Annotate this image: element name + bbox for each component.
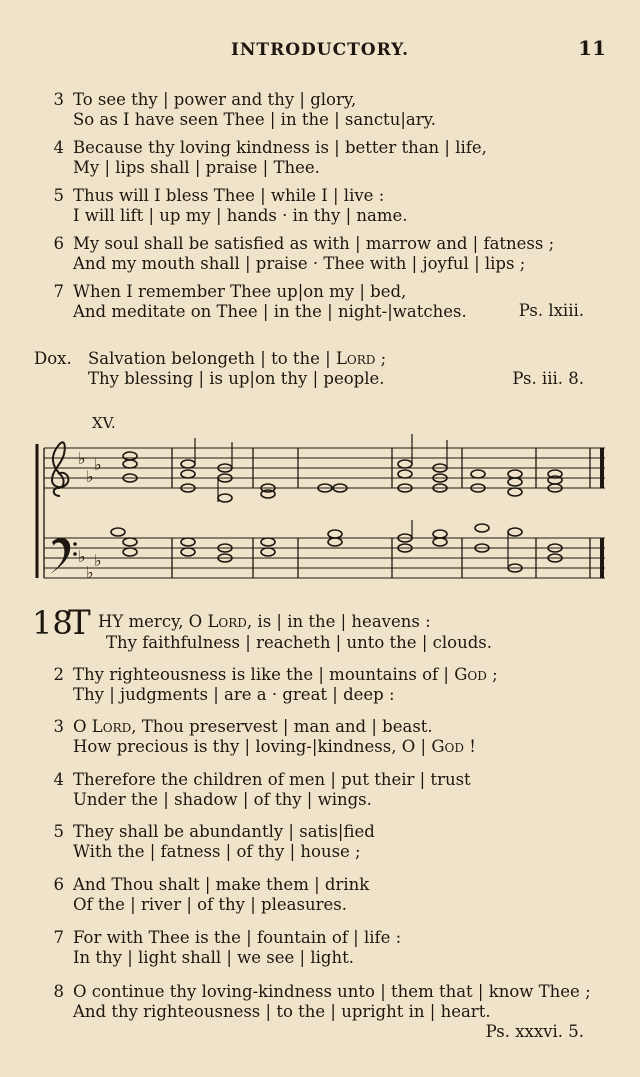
key-signature bbox=[78, 449, 102, 582]
svg-text:♭: ♭ bbox=[94, 551, 102, 570]
verse-line: And meditate on Thee | in the | night-|watches. bbox=[73, 301, 467, 321]
verse-number: 6 bbox=[53, 875, 64, 894]
scripture-reference: Ps. lxiii. bbox=[518, 301, 584, 320]
verse-text: O bbox=[73, 717, 92, 736]
doxology-line bbox=[88, 349, 386, 368]
verse-line: Because thy loving kindness is | better than | life, bbox=[73, 138, 487, 157]
verse-line: They shall be abundantly | satis|fied bbox=[73, 822, 375, 841]
verse-line: With the | fatness | of thy | house ; bbox=[73, 841, 361, 861]
scripture-reference: Ps. iii. 8. bbox=[512, 369, 584, 388]
svg-text:♭: ♭ bbox=[78, 449, 86, 468]
verse-line bbox=[73, 737, 476, 757]
verse-line: My | lips shall | praise | Thee. bbox=[73, 157, 320, 177]
verse-text: , is | in the | heavens : bbox=[246, 612, 431, 631]
drop-initial: T bbox=[68, 603, 91, 643]
verse-number: 7 bbox=[53, 928, 64, 947]
verse-line: I will lift | up my | hands · in thy | name. bbox=[73, 205, 408, 225]
svg-text:♭: ♭ bbox=[86, 563, 94, 582]
verse-line: Under the | shadow | of thy | wings. bbox=[73, 789, 372, 809]
god-small-caps: God bbox=[431, 736, 464, 756]
verse-line: Thy faithfulness | reacheth | unto the | clouds. bbox=[106, 633, 492, 652]
verse-line: When I remember Thee up|on my | bed, bbox=[73, 282, 407, 301]
verse-line: For with Thee is the | fountain of | life : bbox=[73, 928, 402, 947]
verse-text: Thy righteousness is like the | mountains of | bbox=[73, 665, 455, 684]
bass-clef bbox=[50, 538, 77, 574]
verse-line: My soul shall be satisfied as with | marrow and | fatness ; bbox=[73, 234, 555, 253]
scripture-reference: Ps. xxxvi. 5. bbox=[485, 1022, 584, 1041]
verse-line: Thy | judgments | are a · great | deep : bbox=[73, 684, 395, 704]
verse-line: Thus will I bless Thee | while I | live : bbox=[73, 186, 385, 205]
lord-small-caps: Lord bbox=[207, 612, 247, 631]
doxology-line: Thy blessing | is up|on thy | people. bbox=[88, 369, 385, 388]
chant-number: 18 bbox=[32, 604, 73, 642]
verse-line: So as I have seen Thee | in the | sanctu|ary. bbox=[73, 109, 436, 129]
tune-number: XV. bbox=[92, 414, 116, 432]
bass-staff bbox=[44, 538, 605, 578]
lord-small-caps: Lord bbox=[91, 717, 132, 736]
verse-text: , Thou preservest | man and | beast. bbox=[131, 717, 433, 736]
verse-text: HY mercy, O bbox=[98, 612, 208, 631]
god-small-caps: God bbox=[454, 665, 487, 684]
verse-text: How precious is thy | loving-|kindness, O | bbox=[73, 736, 432, 756]
svg-text:♭: ♭ bbox=[86, 467, 94, 486]
verse-number: 8 bbox=[53, 982, 64, 1001]
running-head: INTRODUCTORY. bbox=[230, 40, 410, 60]
verse-number: 6 bbox=[53, 234, 64, 253]
doxology-label: Dox. bbox=[34, 349, 72, 368]
verse-line: O continue thy loving-kindness unto | them that | know Thee ; bbox=[73, 982, 591, 1001]
verse-line: In thy | light shall | we see | light. bbox=[73, 947, 354, 967]
verse-text: ; bbox=[486, 665, 498, 684]
verse-line: And my mouth shall | praise · Thee with | joyful | lips ; bbox=[73, 253, 526, 273]
verse-number: 5 bbox=[53, 822, 64, 841]
verse-line: To see thy | power and thy | glory, bbox=[73, 90, 357, 109]
verse-line: Of the | river | of thy | pleasures. bbox=[73, 894, 347, 914]
verse-number: 3 bbox=[53, 90, 64, 109]
verse-number: 2 bbox=[53, 665, 64, 684]
verse-number: 7 bbox=[53, 282, 64, 301]
verse-line: And Thou shalt | make them | drink bbox=[73, 875, 370, 894]
page-number: 11 bbox=[578, 36, 606, 60]
verse-line bbox=[73, 717, 433, 737]
verse-text: ! bbox=[463, 736, 476, 756]
svg-text:♭: ♭ bbox=[78, 547, 86, 566]
verse-number: 4 bbox=[53, 770, 64, 789]
verse-line bbox=[73, 665, 498, 685]
chant-music-score bbox=[0, 430, 640, 590]
verse-line: Therefore the children of men | put their | trust bbox=[73, 770, 471, 789]
doxology-text: Salvation belongeth | to the | bbox=[88, 349, 336, 368]
doxology-text: ; bbox=[375, 349, 387, 368]
verse-number: 3 bbox=[53, 717, 64, 736]
verse-number: 5 bbox=[53, 186, 64, 205]
lord-small-caps: Lord bbox=[335, 349, 376, 368]
verse-number: 4 bbox=[53, 138, 64, 157]
verse-line: And thy righteousness | to the | upright in | heart. bbox=[73, 1001, 491, 1021]
verse-line bbox=[98, 612, 431, 631]
svg-text:♭: ♭ bbox=[94, 455, 102, 474]
